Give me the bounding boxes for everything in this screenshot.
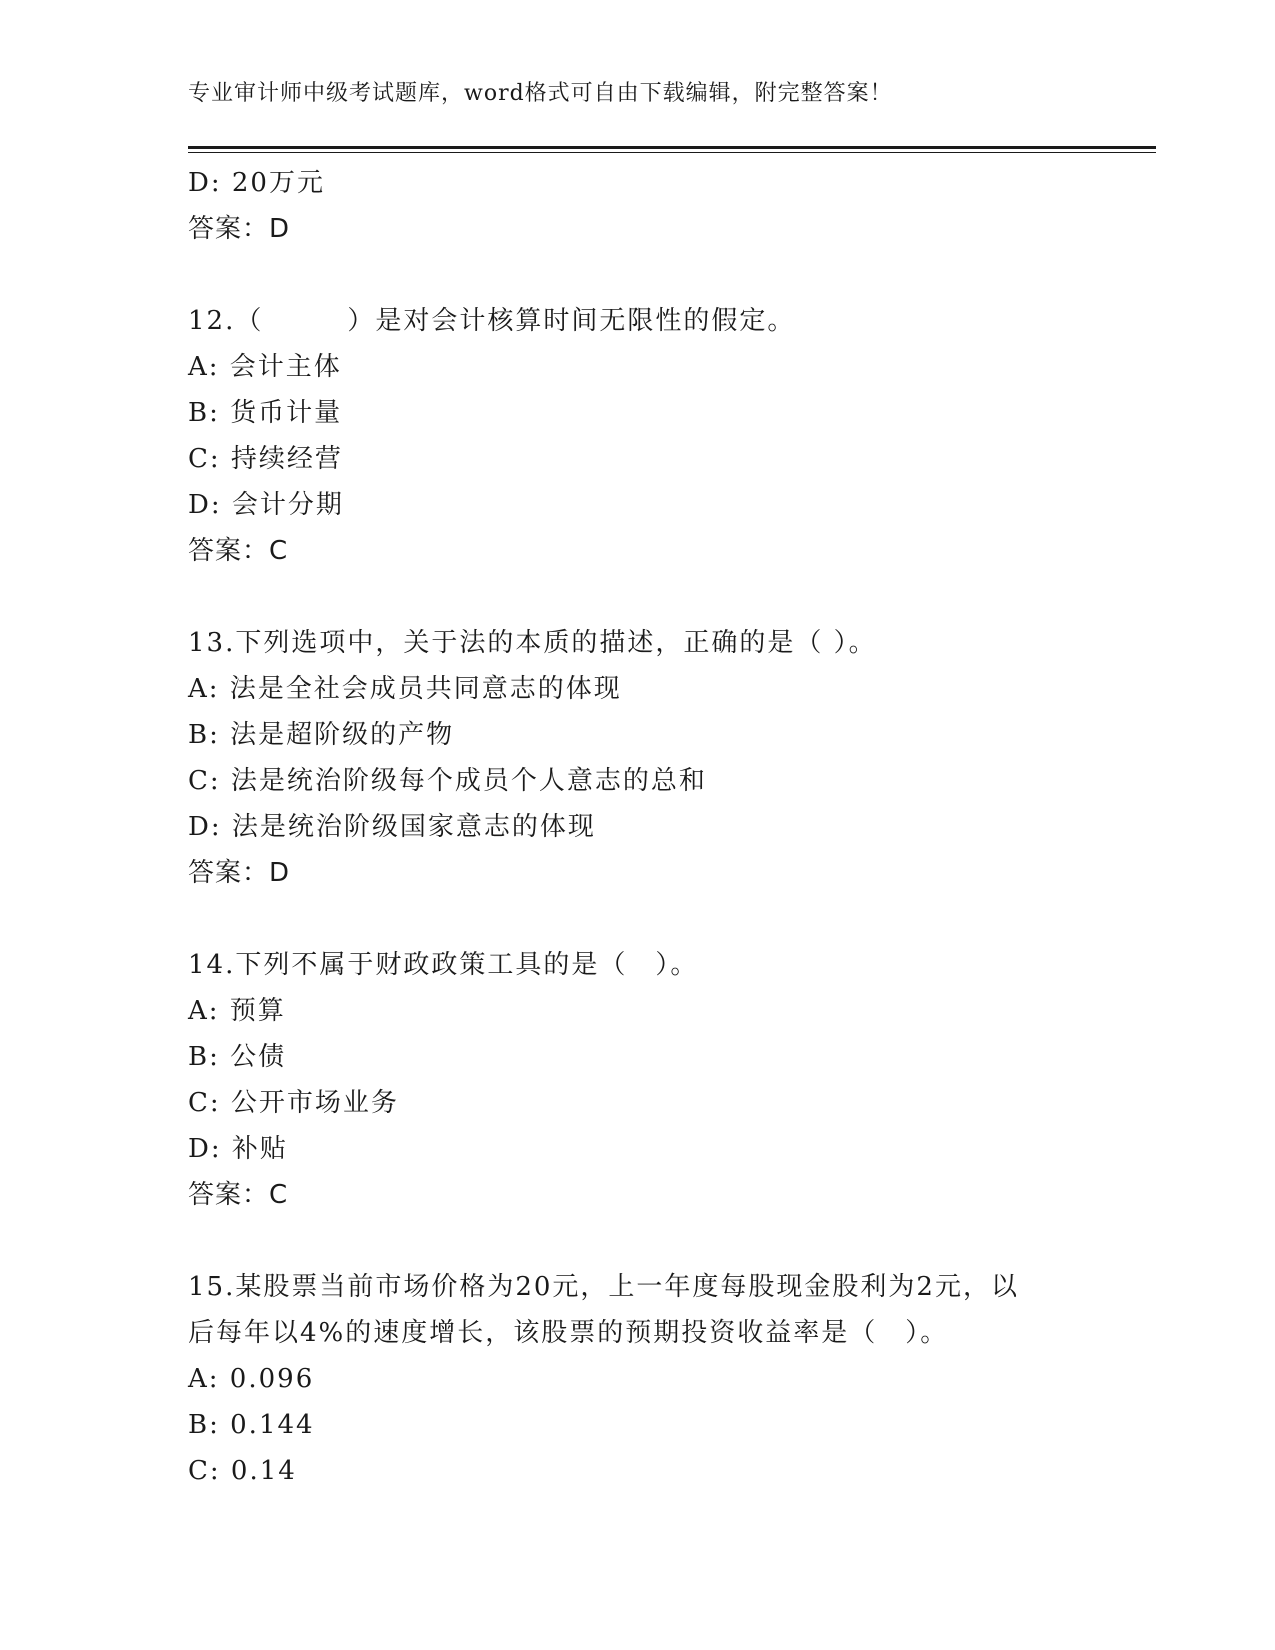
spacer xyxy=(188,574,1088,620)
spacer xyxy=(188,896,1088,942)
question-stem-line-2: 后每年以4%的速度增长，该股票的预期投资收益率是（ ）。 xyxy=(188,1318,949,1348)
answer-line: 答案：D xyxy=(188,858,291,888)
option-a: A: 0.096 xyxy=(188,1364,315,1394)
option-d: D: 补贴 xyxy=(188,1134,288,1164)
option-d: D: 会计分期 xyxy=(188,490,344,520)
option-c: C: 持续经营 xyxy=(188,444,343,474)
option-c: C: 公开市场业务 xyxy=(188,1088,399,1118)
option-d: D: 法是统治阶级国家意志的体现 xyxy=(188,812,596,842)
spacer xyxy=(188,1218,1088,1264)
option-c: C: 0.14 xyxy=(188,1456,297,1486)
question-14 xyxy=(188,942,1088,1218)
answer-line: 答案：D xyxy=(188,214,291,244)
option-d: D: 20万元 xyxy=(188,168,325,198)
question-stem: 14.下列不属于财政政策工具的是（ ）。 xyxy=(188,950,699,980)
question-15 xyxy=(188,1264,1088,1494)
option-b: B: 公债 xyxy=(188,1042,287,1072)
option-b: B: 法是超阶级的产物 xyxy=(188,720,455,750)
question-stem: 13.下列选项中，关于法的本质的描述，正确的是（ ）。 xyxy=(188,628,877,658)
option-a: A: 法是全社会成员共同意志的体现 xyxy=(188,674,622,704)
option-c: C: 法是统治阶级每个成员个人意志的总和 xyxy=(188,766,707,796)
header-divider-thin xyxy=(188,152,1156,153)
spacer xyxy=(188,252,1088,298)
option-a: A: 预算 xyxy=(188,996,286,1026)
option-b: B: 0.144 xyxy=(188,1410,315,1440)
option-a: A: 会计主体 xyxy=(188,352,342,382)
answer-line: 答案：C xyxy=(188,536,289,566)
page-header: 专业审计师中级考试题库，word格式可自由下载编辑，附完整答案！ xyxy=(188,81,893,106)
question-12 xyxy=(188,298,1088,574)
header-divider xyxy=(188,146,1156,149)
option-b: B: 货币计量 xyxy=(188,398,343,428)
question-list xyxy=(188,160,1088,1494)
question-stem: 12.（ ）是对会计核算时间无限性的假定。 xyxy=(188,306,796,336)
question-13 xyxy=(188,620,1088,896)
question-stem-line-1: 15.某股票当前市场价格为20元，上一年度每股现金股利为2元，以 xyxy=(188,1272,1019,1302)
answer-line: 答案：C xyxy=(188,1180,289,1210)
